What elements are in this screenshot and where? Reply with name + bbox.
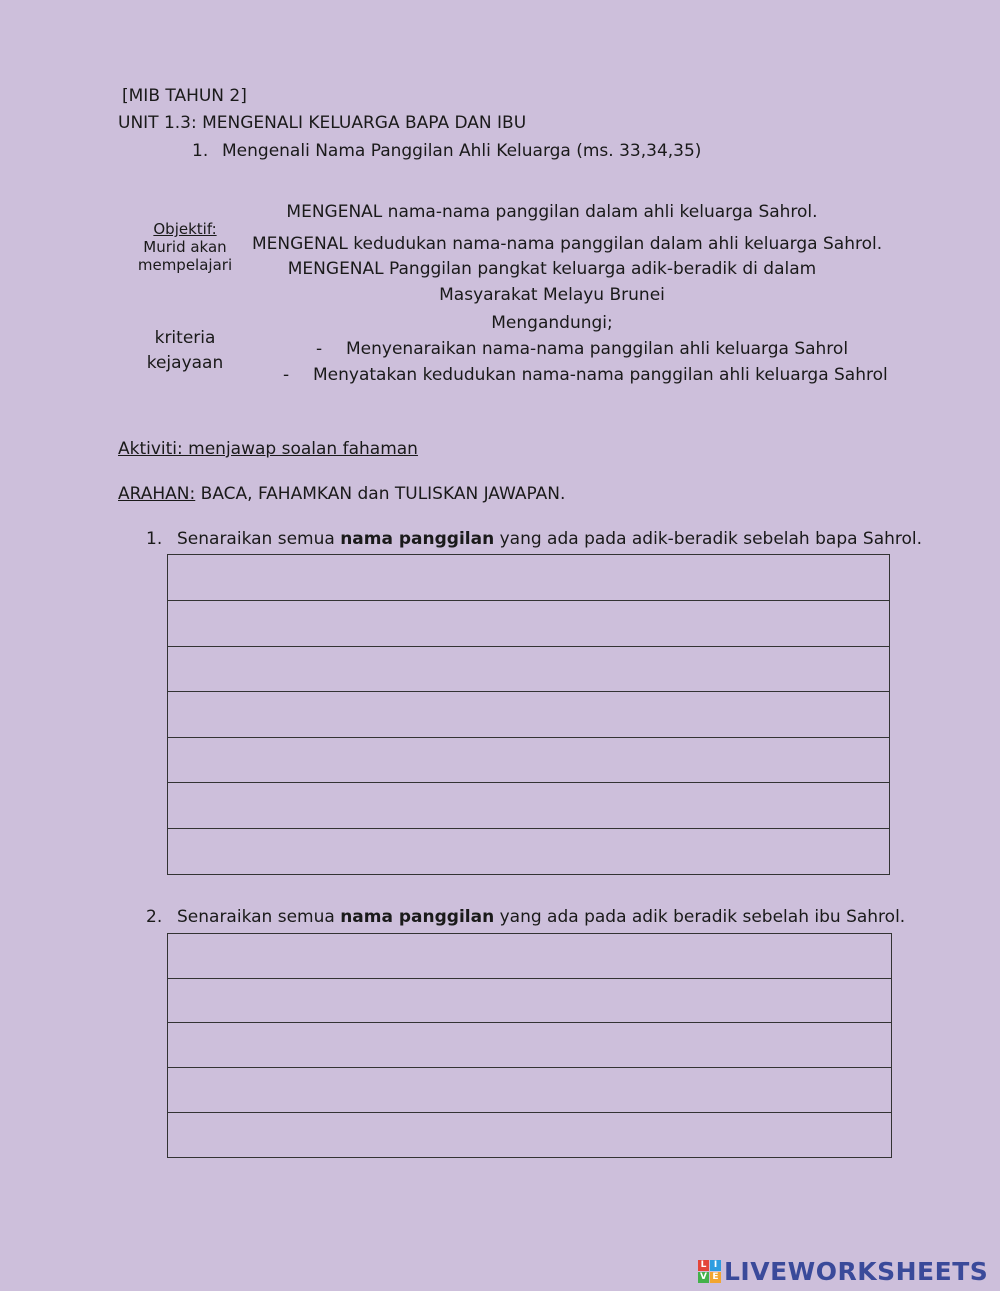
answer-row (168, 738, 889, 783)
subtopic-title: Mengenali Nama Panggilan Ahli Keluarga (ms. 33,34,35) (222, 141, 702, 161)
worksheet-tag: [MIB TAHUN 2] (122, 86, 247, 106)
criteria-label-line2: kejayaan (146, 353, 224, 373)
objective-item-4: Masyarakat Melayu Brunei (439, 285, 665, 305)
question-2-answer-4[interactable] (168, 1068, 891, 1112)
question-2-answer-1[interactable] (168, 934, 891, 978)
answer-row (168, 692, 889, 738)
question-2-answer-3[interactable] (168, 1023, 891, 1067)
question-1-answer-7[interactable] (168, 829, 889, 874)
question-1-answer-4[interactable] (168, 692, 889, 737)
question-1-answer-grid (167, 554, 890, 875)
question-2-post: yang ada pada adik beradik sebelah ibu Sahrol. (494, 907, 906, 927)
objective-label-heading: Objektif: (153, 220, 217, 238)
question-1-number: 1. (146, 529, 163, 549)
answer-row (168, 1023, 891, 1068)
instructions-label: ARAHAN: (118, 484, 196, 504)
unit-title: UNIT 1.3: MENGENALI KELUARGA BAPA DAN IBU (118, 113, 527, 133)
question-1-answer-5[interactable] (168, 738, 889, 782)
subtopic-number: 1. (192, 141, 209, 161)
answer-row (168, 934, 891, 979)
answer-row (168, 783, 889, 829)
question-2-answer-5[interactable] (168, 1113, 891, 1157)
logo-wordmark: LIVEWORKSHEETS (724, 1256, 989, 1286)
question-1-pre: Senaraikan semua (177, 529, 341, 549)
question-2-answer-2[interactable] (168, 979, 891, 1022)
question-2-keyword: nama panggilan (340, 907, 495, 927)
objective-item-2: MENGENAL kedudukan nama-nama panggilan dalam ahli keluarga Sahrol. (252, 234, 883, 254)
criteria-dash-2: - (283, 365, 290, 385)
objective-item-3: MENGENAL Panggilan pangkat keluarga adik-beradik di dalam (287, 259, 817, 279)
question-2-answer-grid (167, 933, 892, 1158)
question-1-answer-2[interactable] (168, 601, 889, 646)
question-2-pre: Senaraikan semua (177, 907, 341, 927)
objective-label (118, 220, 252, 274)
objective-label-line3: mempelajari (137, 256, 233, 274)
instructions (118, 484, 565, 504)
question-1-keyword: nama panggilan (340, 529, 495, 549)
answer-row (168, 1113, 891, 1157)
logo-letter-i: I (710, 1260, 721, 1271)
answer-row (168, 829, 889, 874)
liveworksheets-logo-icon (698, 1260, 721, 1283)
answer-row (168, 555, 889, 601)
logo-letter-l: L (698, 1260, 709, 1271)
criteria-intro: Mengandungi; (491, 313, 613, 333)
question-1-post: yang ada pada adik-beradik sebelah bapa Sahrol. (494, 529, 923, 549)
question-1-answer-6[interactable] (168, 783, 889, 828)
logo-letter-v: V (698, 1272, 709, 1283)
objective-item-1: MENGENAL nama-nama panggilan dalam ahli keluarga Sahrol. (286, 202, 818, 222)
activity-heading: Aktiviti: menjawap soalan fahaman (118, 439, 418, 459)
criteria-dash-1: - (316, 339, 323, 359)
question-2-number: 2. (146, 907, 163, 927)
logo-letter-e: E (710, 1272, 721, 1283)
answer-row (168, 601, 889, 647)
criteria-label-line1: kriteria (154, 328, 216, 348)
instructions-text: BACA, FAHAMKAN dan TULISKAN JAWAPAN. (195, 484, 566, 504)
answer-row (168, 647, 889, 692)
question-1-answer-1[interactable] (168, 555, 889, 600)
answer-row (168, 1068, 891, 1113)
objective-label-line2: Murid akan (143, 238, 227, 256)
answer-row (168, 979, 891, 1023)
criteria-item-1: Menyenaraikan nama-nama panggilan ahli keluarga Sahrol (346, 339, 849, 359)
question-1-answer-3[interactable] (168, 647, 889, 691)
liveworksheets-logo (698, 1256, 988, 1286)
question-2-text (177, 907, 905, 927)
criteria-item-2: Menyatakan kedudukan nama-nama panggilan ahli keluarga Sahrol (313, 365, 888, 385)
criteria-label (118, 326, 252, 376)
question-1-text (177, 529, 922, 549)
